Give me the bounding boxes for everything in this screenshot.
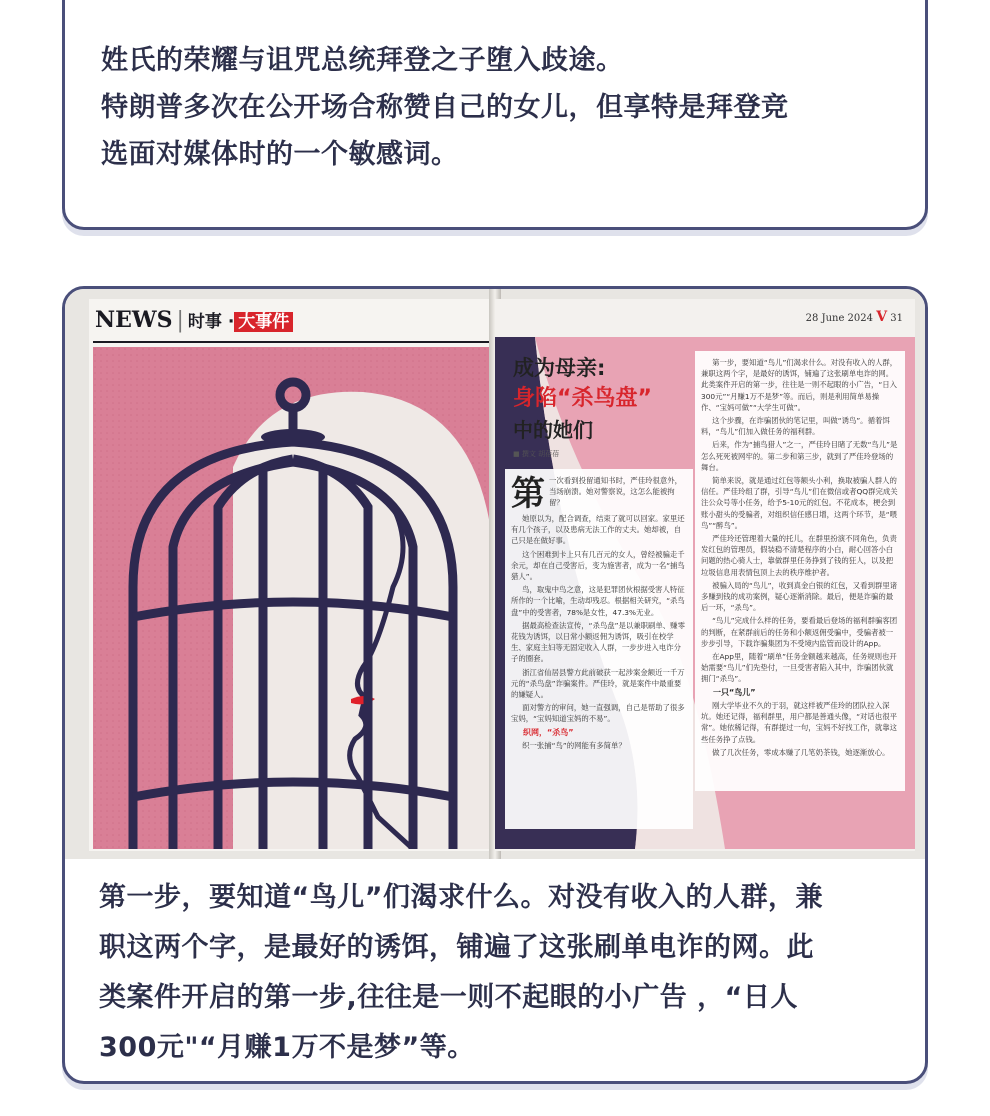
paragraph: 织一张捕“鸟”的网能有多简单？	[522, 740, 626, 750]
paragraph: 后来，作为“捕鸟猎人”之一，严佳玲目睹了无数“鸟儿”是怎么死死被网牢的。第二步和第三步，就到了严佳玲登场的舞台。	[701, 440, 898, 472]
top-card-line: 选面对媒体时的一个敏感词。	[101, 139, 459, 170]
bottom-card-line: 300元"“月赚1万不是梦”等。	[99, 1032, 475, 1063]
paragraph: 这个步骤，在诈骗团伙的笔记里，叫做“诱鸟”。循着饵料，“鸟儿”们加入做任务的福利群。	[701, 416, 890, 437]
masthead-brand: NEWS	[95, 307, 173, 333]
magazine-right-page	[495, 299, 915, 851]
magazine-card	[62, 286, 928, 1084]
top-card-line: 姓氏的荣耀与诅咒总统拜登之子堕入歧途。	[101, 45, 624, 76]
article-headline	[513, 353, 693, 459]
intro-text: 一次看到投留通知书时，严佳玲很意外，当场崩溃。她对警察说，这怎么能被拘留？	[549, 476, 683, 508]
masthead-separator: |	[176, 308, 184, 333]
headline-line-2: 身陷“杀鸟盘”	[513, 386, 652, 411]
headline-line-3: 中的她们	[513, 418, 593, 442]
section-subhead: 织网，“杀鸟”	[523, 727, 574, 737]
article-column-right	[695, 351, 905, 791]
masthead-rule	[93, 341, 491, 343]
bottom-card-line: 类案件开启的第一步,往往是一则不起眼的小广告 ，“日人	[99, 982, 798, 1013]
article-column-left	[505, 469, 693, 829]
magazine-photo	[65, 289, 925, 859]
magazine-left-page	[89, 299, 493, 851]
bottom-card-line: 第一步，要知道“鸟儿”们渴求什么。对没有收入的人群，兼	[99, 882, 823, 913]
paragraph: 被骗入局的“鸟儿”，收到真金白银的红包，又看到群里诸多赚到钱的成功案例，疑心逐渐消除。最后，便是诈骗的最后一环，“杀鸟”。	[701, 580, 898, 613]
headline-line-1: 成为母亲:	[513, 356, 606, 380]
birdcage-illustration	[93, 347, 493, 849]
paragraph: 简单来说，就是通过红包等额头小利，换取被骗人群人的信任。严佳玲组了群，引导“鸟儿”们在微信或者QQ群完成关注公众号等小任务，给予5-10元的红包。不花成本，梗会到账小甜头的受骗者，对组织信任感日增，这两个环节，是“喂鸟”“醉鸟”。	[701, 476, 898, 530]
masthead-category: 时事 ·	[187, 312, 235, 332]
masthead-section: 大事件	[234, 312, 293, 332]
section-subhead: 一只“鸟儿”	[713, 687, 756, 697]
issue-date	[806, 309, 903, 325]
bottom-card-text	[99, 873, 901, 1073]
paragraph: 第一步，要知道“鸟儿”们渴求什么。对没有收入的人群，兼职这两个字，是最好的诱饵，铺遍了这张刷单电诈的网。此类案件开启的第一步，往往是一则不起眼的小广告，“日入300元”“月赚1万不是梦”等。而后，则是利用简单易操作、“宝妈可做”“大学生可做”。	[701, 358, 898, 412]
byline: ■ 撰文 胡蓓蓓	[513, 450, 560, 458]
top-card-line: 特朗普多次在公开场合称赞自己的女儿，但享特是拜登竞	[101, 92, 789, 123]
paragraph: 浙江省仙居县警方此前破获一起涉案金额近一千万元的“杀鸟盘”诈骗案件。严佳玲，就是案件中最重要的嫌疑人。	[511, 667, 685, 700]
top-card-text	[101, 37, 901, 178]
bottom-card-line: 职这两个字，是最好的诱饵，铺遍了这张刷单电诈的网。此	[99, 932, 814, 963]
issue-date-text: 28 June 2024	[805, 313, 874, 324]
paragraph: 严佳玲还管理着大量的托儿，在群里扮演不同角色，负责发红包的管理员，假装稳不清楚程序的小白，耐心回答小白问题的热心骑人士，靠做群里任务挣到了钱的狂人，以及把垃圾信息用表情包顶上去的秩序维护者。	[701, 534, 897, 577]
paragraph: 面对警方的审问，她一直强调，自己是帮助了很多宝妈，“宝妈知道宝妈的不易”。	[511, 703, 685, 724]
paragraph: “鸟儿”完成什么样的任务，要看最后登场的福利群骗客团的判断，在紧群前后的任务和小额返佣受骗中，受骗者被一步步引导，下载诈骗集团为不受境内监管而设计的App。	[701, 616, 898, 648]
paragraph: 据最高检查法宣传，“杀鸟盘”是以兼职刷单、赚零花钱为诱饵，以日常小额返佣为诱饵，吸引在校学生、家庭主妇等无固定收入人群，一步步进入电诈分子的圈套。	[511, 620, 685, 664]
paragraph: 在App里，随着“刷单”任务金额越来越高，任务规则也开始需要“鸟儿”们先垫付，一旦受害者陷入其中，诈骗团伙就拥门“杀鸟”。	[701, 652, 897, 684]
page-number: 31	[890, 313, 903, 324]
masthead	[95, 307, 293, 333]
top-text-card	[62, 0, 928, 230]
paragraph: 她原以为，配合调查，结束了就可以回家。家里还有几个孩子，以及患病无法工作的丈夫。她却被，自己只是在做好事。	[511, 514, 685, 546]
magazine-logo-mark: V	[876, 309, 888, 325]
paragraph: 鸟，取鬼中鸟之意，这是犯罪团伙根据受害人特征所作的一个比喻，生动却残忍。根据相关研究，“杀鸟盘”中的受害者，78%是女性，47.3%无业。	[511, 585, 685, 617]
paragraph: 这个困难到卡上只有几百元的女人，曾经被骗走千余元，却在自己受害后，变为施害者，成为一名“捕鸟猎人”。	[511, 549, 685, 582]
paragraph: 做了几次任务，零成本赚了几笔奶茶钱，她逐渐放心。	[712, 747, 890, 757]
paragraph: 刚大学毕业不久的于羽，就这样被严佳玲的团队拉入深坑。她还记得，福利群里，用户都是善通头像，“对话也很平常”。她依稀记得，有群提过一句，宝妈不好找工作，就靠这些任务挣了点钱。	[701, 700, 897, 744]
drop-cap: 第	[511, 474, 545, 514]
cage-top-base	[261, 429, 325, 445]
